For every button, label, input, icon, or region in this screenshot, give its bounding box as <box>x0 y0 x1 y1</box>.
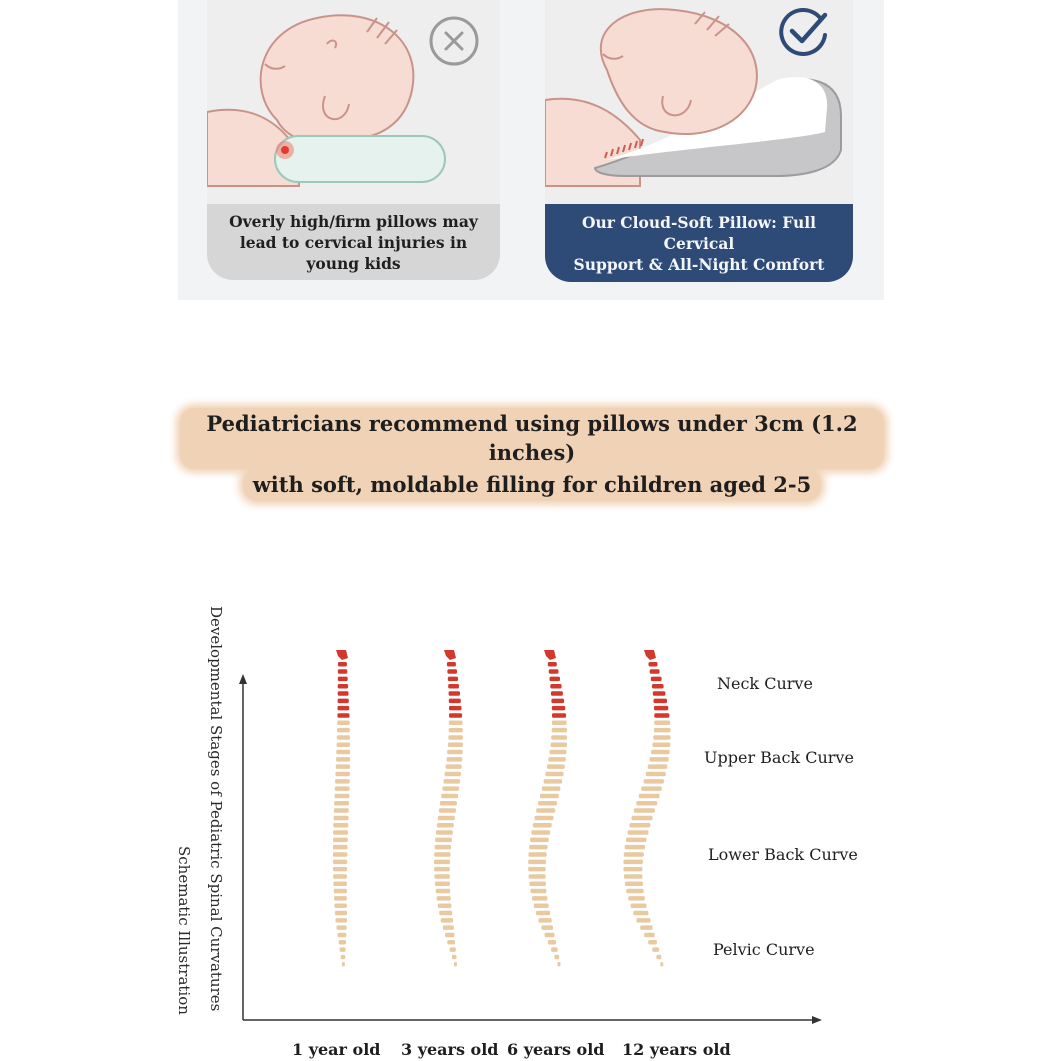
vertebra <box>449 691 460 696</box>
vertebra <box>552 728 567 733</box>
vertebra <box>654 706 668 711</box>
vertebra <box>448 684 459 689</box>
skull-base <box>444 650 456 660</box>
vertebra <box>625 845 645 850</box>
vertebra <box>625 882 643 887</box>
soft-pillow-caption-line2: Support & All-Night Comfort <box>573 254 825 274</box>
vertebra <box>634 808 655 813</box>
vertebra <box>338 662 347 667</box>
vertebra <box>333 830 348 835</box>
vertebra <box>333 882 347 887</box>
vertebra <box>336 764 350 769</box>
vertebra <box>334 896 347 901</box>
vertebra <box>550 677 561 682</box>
spine-age-3 <box>420 648 490 978</box>
vertebra <box>444 779 461 784</box>
vertebra <box>436 830 453 835</box>
age-label-6: 6 years old <box>507 1040 605 1059</box>
vertebra <box>554 955 559 960</box>
vertebra <box>449 713 462 718</box>
vertebra <box>434 860 450 865</box>
vertebra <box>449 706 462 711</box>
vertebra <box>640 925 652 930</box>
vertebra <box>337 743 351 748</box>
spine-age-6 <box>520 648 590 978</box>
vertebra <box>660 962 663 967</box>
vertebra <box>648 940 657 945</box>
vertebra <box>652 743 670 748</box>
vertebra <box>448 743 463 748</box>
vertebra <box>441 918 453 923</box>
y-axis-title: Developmental Stages of Pediatric Spinal Curvatures <box>207 606 225 1012</box>
vertebra <box>447 662 456 667</box>
vertebra <box>541 925 553 930</box>
vertebra <box>548 940 556 945</box>
vertebra <box>545 933 555 938</box>
high-pillow-caption-line2: lead to cervical injuries in young kids <box>239 232 468 273</box>
y-axis-subtitle: Schematic Illustration <box>175 846 193 1015</box>
vertebra <box>334 816 349 821</box>
vertebra <box>626 889 643 894</box>
vertebra <box>636 801 657 806</box>
vertebra <box>644 933 655 938</box>
vertebra <box>538 801 557 806</box>
vertebra <box>337 735 350 740</box>
vertebra <box>548 757 565 762</box>
vertebra <box>337 713 349 718</box>
vertebra <box>445 772 461 777</box>
vertebra <box>552 713 566 718</box>
vertebra <box>540 794 559 799</box>
check-circle-icon <box>777 5 831 59</box>
vertebra <box>340 947 346 952</box>
spine-curvature-illustration <box>0 600 1061 1061</box>
vertebra <box>628 896 645 901</box>
vertebra <box>533 823 552 828</box>
vertebra <box>652 947 659 952</box>
vertebra <box>448 677 458 682</box>
vertebra <box>623 860 643 865</box>
vertebra <box>633 911 648 916</box>
age-label-3: 3 years old <box>401 1040 499 1059</box>
vertebra <box>454 962 457 967</box>
vertebra <box>653 691 666 696</box>
curve-label-lower-back: Lower Back Curve <box>708 845 858 864</box>
recommendation-banner <box>180 408 884 501</box>
vertebra <box>529 874 546 879</box>
vertebra <box>333 852 348 857</box>
vertebra <box>449 699 461 704</box>
vertebra <box>440 801 457 806</box>
vertebra <box>534 904 549 909</box>
vertebra <box>649 662 658 667</box>
vertebra <box>335 786 350 791</box>
vertebra <box>536 911 550 916</box>
vertebra <box>434 867 450 872</box>
vertebra <box>443 925 454 930</box>
vertebra <box>435 838 452 843</box>
vertebra <box>333 845 348 850</box>
vertebra <box>552 706 565 711</box>
vertebra <box>448 735 463 740</box>
vertebra <box>551 743 568 748</box>
vertebra <box>551 699 564 704</box>
vertebra <box>646 772 666 777</box>
vertebra <box>333 867 347 872</box>
vertebra <box>439 808 456 813</box>
vertebra <box>552 721 567 726</box>
vertebra <box>434 874 449 879</box>
vertebra <box>439 911 452 916</box>
vertebra <box>336 757 350 762</box>
vertebra <box>529 845 547 850</box>
vertebra <box>551 691 563 696</box>
vertebra <box>628 830 649 835</box>
vertebra <box>438 904 452 909</box>
vertebra <box>337 925 347 930</box>
vertebra <box>656 955 661 960</box>
skull-base <box>644 650 656 660</box>
age-label-1: 1 year old <box>292 1040 381 1059</box>
high-pillow-caption <box>207 204 500 280</box>
vertebra <box>338 691 349 696</box>
vertebra <box>452 955 457 960</box>
vertebra <box>549 669 559 674</box>
vertebra <box>650 757 669 762</box>
vertebra <box>528 860 546 865</box>
vertebra <box>538 918 551 923</box>
vertebra <box>434 852 450 857</box>
vertebra <box>651 677 662 682</box>
vertebra <box>550 684 561 689</box>
vertebra <box>336 918 348 923</box>
high-pillow-caption-line1: Overly high/firm pillows may <box>229 211 478 231</box>
vertebra <box>334 889 347 894</box>
banner-line-2: with soft, moldable filling for children aged 2-5 <box>243 469 822 501</box>
vertebra <box>529 852 547 857</box>
vertebra <box>334 904 347 909</box>
vertebra <box>447 750 462 755</box>
soft-pillow-caption <box>545 204 853 282</box>
vertebra <box>529 882 546 887</box>
vertebra <box>338 669 348 674</box>
vertebra <box>445 933 454 938</box>
vertebra <box>436 889 451 894</box>
vertebra <box>447 940 455 945</box>
vertebra <box>442 786 459 791</box>
high-pillow-card <box>207 0 500 280</box>
vertebra <box>338 684 348 689</box>
vertebra <box>437 823 454 828</box>
pillow-comparison <box>178 0 884 300</box>
vertebra <box>334 808 349 813</box>
vertebra <box>441 794 458 799</box>
vertebra <box>531 830 550 835</box>
vertebra <box>449 721 463 726</box>
vertebra <box>333 874 347 879</box>
vertebra <box>650 669 660 674</box>
vertebra <box>636 918 650 923</box>
vertebra <box>551 947 558 952</box>
close-circle-icon <box>427 14 481 68</box>
vertebra <box>531 889 547 894</box>
vertebra <box>333 823 348 828</box>
vertebra <box>535 816 554 821</box>
age-label-12: 12 years old <box>622 1040 731 1059</box>
vertebra <box>623 867 642 872</box>
vertebra <box>544 779 562 784</box>
vertebra <box>435 882 450 887</box>
vertebra <box>338 706 350 711</box>
vertebra <box>333 838 348 843</box>
vertebra <box>528 867 545 872</box>
vertebra <box>335 772 350 777</box>
vertebra <box>334 801 349 806</box>
banner-line-1: Pediatricians recommend using pillows under 3cm (1.2 inches) <box>180 408 884 469</box>
vertebra <box>446 764 462 769</box>
vertebra <box>631 904 647 909</box>
vertebra <box>651 750 670 755</box>
vertebra <box>550 750 567 755</box>
vertebra <box>333 860 347 865</box>
vertebra <box>536 808 555 813</box>
vertebra <box>548 662 557 667</box>
vertebra <box>624 874 643 879</box>
vertebra <box>530 838 549 843</box>
vertebra <box>339 940 346 945</box>
vertebra <box>447 757 463 762</box>
vertebra <box>558 962 561 967</box>
vertebra <box>654 728 671 733</box>
vertebra <box>653 735 670 740</box>
vertebra <box>337 721 350 726</box>
vertebra <box>532 896 547 901</box>
spine-age-1 <box>312 648 382 978</box>
curve-label-pelvic: Pelvic Curve <box>713 940 815 959</box>
vertebra <box>342 962 345 967</box>
vertebra <box>644 779 664 784</box>
vertebra <box>654 699 668 704</box>
skull-base <box>336 650 348 660</box>
skull-base <box>544 650 556 660</box>
vertebra <box>335 779 350 784</box>
vertebra <box>438 816 455 821</box>
vertebra <box>626 838 647 843</box>
vertebra <box>335 794 350 799</box>
vertebra <box>338 677 348 682</box>
curve-label-neck: Neck Curve <box>717 674 813 693</box>
vertebra <box>547 764 565 769</box>
vertebra <box>630 823 651 828</box>
vertebra <box>337 728 350 733</box>
vertebra <box>435 845 452 850</box>
vertebra <box>338 699 349 704</box>
vertebra <box>551 735 567 740</box>
vertebra <box>652 684 664 689</box>
vertebra <box>449 728 463 733</box>
vertebra <box>648 764 668 769</box>
vertebra <box>338 933 347 938</box>
vertebra <box>336 750 350 755</box>
vertebra <box>641 786 662 791</box>
vertebra <box>639 794 660 799</box>
vertebra <box>624 852 644 857</box>
vertebra <box>632 816 653 821</box>
soft-pillow-card <box>545 0 853 282</box>
vertebra <box>545 772 563 777</box>
vertebra <box>542 786 561 791</box>
vertebra <box>341 955 345 960</box>
vertebra <box>437 896 451 901</box>
vertebra <box>654 721 670 726</box>
vertebra <box>654 713 669 718</box>
vertebra <box>447 669 457 674</box>
spine-age-12 <box>620 648 690 978</box>
soft-pillow-caption-line1: Our Cloud-Soft Pillow: Full Cervical <box>581 212 817 253</box>
vertebra <box>335 911 347 916</box>
vertebra <box>450 947 456 952</box>
curve-label-upper-back: Upper Back Curve <box>704 748 854 767</box>
